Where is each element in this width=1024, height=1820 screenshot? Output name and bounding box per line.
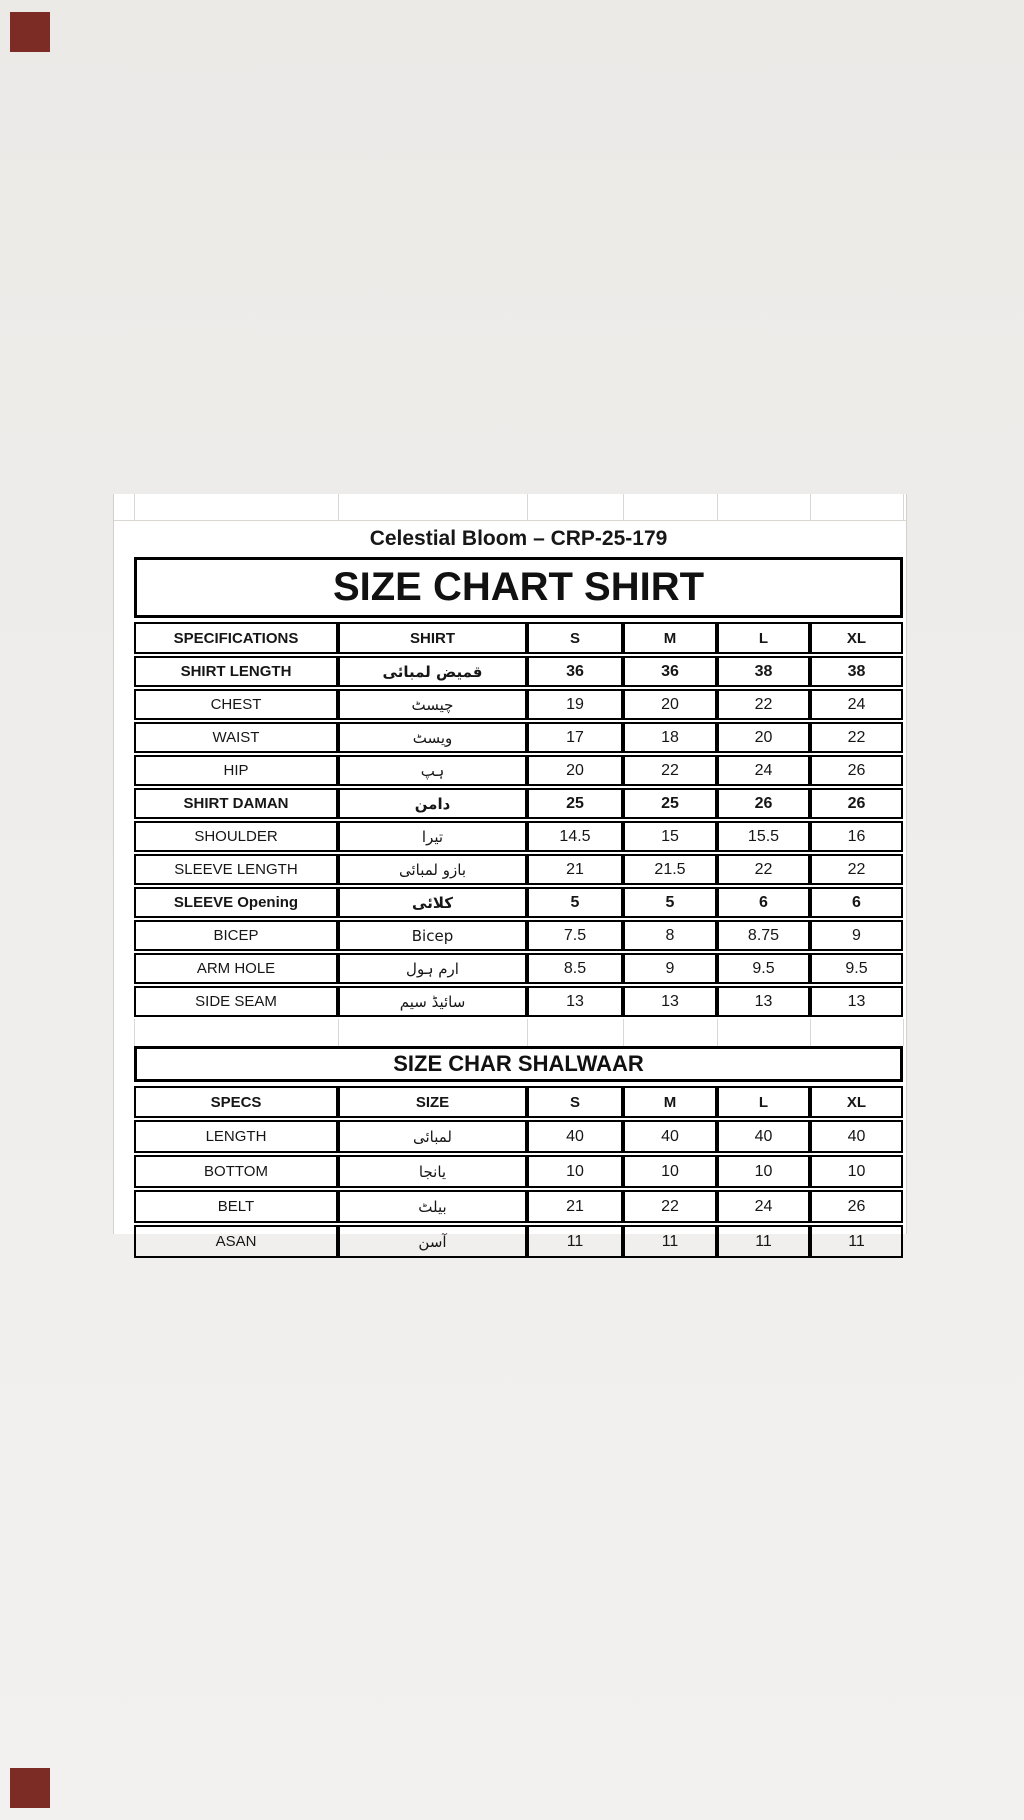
size-value-cell: 17 [527, 722, 623, 753]
spec-cell: CHEST [134, 689, 338, 720]
urdu-label-cell: بیلٹ [338, 1190, 527, 1223]
column-header: M [623, 622, 717, 654]
urdu-label-cell: قمیض لمبائی [338, 656, 527, 687]
urdu-label-cell: آسن [338, 1225, 527, 1258]
urdu-label-cell: کلائی [338, 887, 527, 918]
size-value-cell: 25 [527, 788, 623, 819]
size-value-cell: 13 [810, 986, 903, 1017]
urdu-label-cell: سائیڈ سیم [338, 986, 527, 1017]
table-row [134, 1155, 903, 1188]
size-value-cell: 16 [810, 821, 903, 852]
size-value-cell: 26 [810, 755, 903, 786]
column-header: XL [810, 622, 903, 654]
empty-grid-row [114, 1019, 906, 1046]
size-value-cell: 8 [623, 920, 717, 951]
size-value-cell: 15.5 [717, 821, 810, 852]
urdu-label-cell: Bicep [338, 920, 527, 951]
table-row [134, 821, 903, 852]
size-value-cell: 11 [623, 1225, 717, 1258]
size-value-cell: 20 [717, 722, 810, 753]
size-value-cell: 8.5 [527, 953, 623, 984]
spec-cell: WAIST [134, 722, 338, 753]
spec-cell: HIP [134, 755, 338, 786]
urdu-label-cell: چیسٹ [338, 689, 527, 720]
size-value-cell: 13 [623, 986, 717, 1017]
size-value-cell: 36 [527, 656, 623, 687]
spec-cell: LENGTH [134, 1120, 338, 1153]
size-value-cell: 13 [717, 986, 810, 1017]
size-value-cell: 11 [527, 1225, 623, 1258]
spreadsheet-area [114, 494, 906, 1251]
size-value-cell: 18 [623, 722, 717, 753]
urdu-label-cell: ہپ [338, 755, 527, 786]
size-value-cell: 9 [623, 953, 717, 984]
size-value-cell: 22 [717, 854, 810, 885]
urdu-label-cell: دامن [338, 788, 527, 819]
size-value-cell: 7.5 [527, 920, 623, 951]
table-row [134, 920, 903, 951]
spec-cell: SHIRT DAMAN [134, 788, 338, 819]
column-header: L [717, 622, 810, 654]
spec-cell: BOTTOM [134, 1155, 338, 1188]
table-row [134, 953, 903, 984]
table-row [134, 854, 903, 885]
header-row [134, 622, 903, 654]
size-value-cell: 8.75 [717, 920, 810, 951]
header-row [134, 1086, 903, 1118]
size-value-cell: 9.5 [810, 953, 903, 984]
size-value-cell: 40 [810, 1120, 903, 1153]
size-value-cell: 22 [810, 854, 903, 885]
spec-cell: SHIRT LENGTH [134, 656, 338, 687]
size-value-cell: 26 [810, 1190, 903, 1223]
size-value-cell: 11 [717, 1225, 810, 1258]
spec-cell: SIDE SEAM [134, 986, 338, 1017]
size-value-cell: 24 [717, 755, 810, 786]
urdu-label-cell: ارم ہول [338, 953, 527, 984]
table-row [134, 1225, 903, 1258]
table-row [134, 755, 903, 786]
size-value-cell: 19 [527, 689, 623, 720]
size-value-cell: 25 [623, 788, 717, 819]
table-row [134, 1190, 903, 1223]
shirt-table-title: SIZE CHART SHIRT [134, 557, 903, 618]
size-value-cell: 22 [623, 1190, 717, 1223]
size-value-cell: 26 [810, 788, 903, 819]
column-header: L [717, 1086, 810, 1118]
size-value-cell: 14.5 [527, 821, 623, 852]
column-header: SIZE [338, 1086, 527, 1118]
size-value-cell: 11 [810, 1225, 903, 1258]
document-title: Celestial Bloom – CRP-25-179 [369, 526, 668, 550]
size-value-cell: 38 [810, 656, 903, 687]
column-header: SHIRT [338, 622, 527, 654]
size-value-cell: 38 [717, 656, 810, 687]
size-value-cell: 10 [717, 1155, 810, 1188]
size-value-cell: 21 [527, 854, 623, 885]
column-header: SPECIFICATIONS [134, 622, 338, 654]
urdu-label-cell: ویسٹ [338, 722, 527, 753]
corner-marker-top [10, 12, 50, 52]
column-header: SPECS [134, 1086, 338, 1118]
table-row [134, 788, 903, 819]
size-value-cell: 6 [717, 887, 810, 918]
shalwaar-size-table [134, 1084, 903, 1260]
corner-marker-bottom [10, 1768, 50, 1808]
size-value-cell: 21.5 [623, 854, 717, 885]
size-value-cell: 10 [527, 1155, 623, 1188]
size-value-cell: 10 [810, 1155, 903, 1188]
size-value-cell: 22 [623, 755, 717, 786]
size-value-cell: 26 [717, 788, 810, 819]
spec-cell: BELT [134, 1190, 338, 1223]
table-row [134, 656, 903, 687]
size-value-cell: 36 [623, 656, 717, 687]
size-value-cell: 24 [810, 689, 903, 720]
urdu-label-cell: بازو لمبائی [338, 854, 527, 885]
size-value-cell: 20 [623, 689, 717, 720]
urdu-label-cell: یانجا [338, 1155, 527, 1188]
spec-cell: SLEEVE LENGTH [134, 854, 338, 885]
spec-cell: BICEP [134, 920, 338, 951]
column-header: S [527, 622, 623, 654]
shalwaar-table-title: SIZE CHAR SHALWAAR [134, 1046, 903, 1082]
size-value-cell: 5 [527, 887, 623, 918]
size-value-cell: 9.5 [717, 953, 810, 984]
table-row [134, 986, 903, 1017]
size-value-cell: 6 [810, 887, 903, 918]
urdu-label-cell: لمبائی [338, 1120, 527, 1153]
size-value-cell: 20 [527, 755, 623, 786]
size-value-cell: 13 [527, 986, 623, 1017]
size-value-cell: 21 [527, 1190, 623, 1223]
shirt-size-table [134, 620, 903, 1019]
spec-cell: SLEEVE Opening [134, 887, 338, 918]
spec-cell: ARM HOLE [134, 953, 338, 984]
size-value-cell: 40 [527, 1120, 623, 1153]
size-value-cell: 22 [717, 689, 810, 720]
size-value-cell: 10 [623, 1155, 717, 1188]
urdu-label-cell: تیرا [338, 821, 527, 852]
column-header: XL [810, 1086, 903, 1118]
empty-grid-row [114, 494, 906, 521]
spec-cell: ASAN [134, 1225, 338, 1258]
column-header: M [623, 1086, 717, 1118]
spec-cell: SHOULDER [134, 821, 338, 852]
size-value-cell: 5 [623, 887, 717, 918]
table-row [134, 722, 903, 753]
size-value-cell: 15 [623, 821, 717, 852]
column-header: S [527, 1086, 623, 1118]
table-row [134, 1120, 903, 1153]
size-value-cell: 40 [623, 1120, 717, 1153]
size-value-cell: 24 [717, 1190, 810, 1223]
size-value-cell: 22 [810, 722, 903, 753]
size-value-cell: 40 [717, 1120, 810, 1153]
table-row [134, 689, 903, 720]
table-row [134, 887, 903, 918]
size-value-cell: 9 [810, 920, 903, 951]
